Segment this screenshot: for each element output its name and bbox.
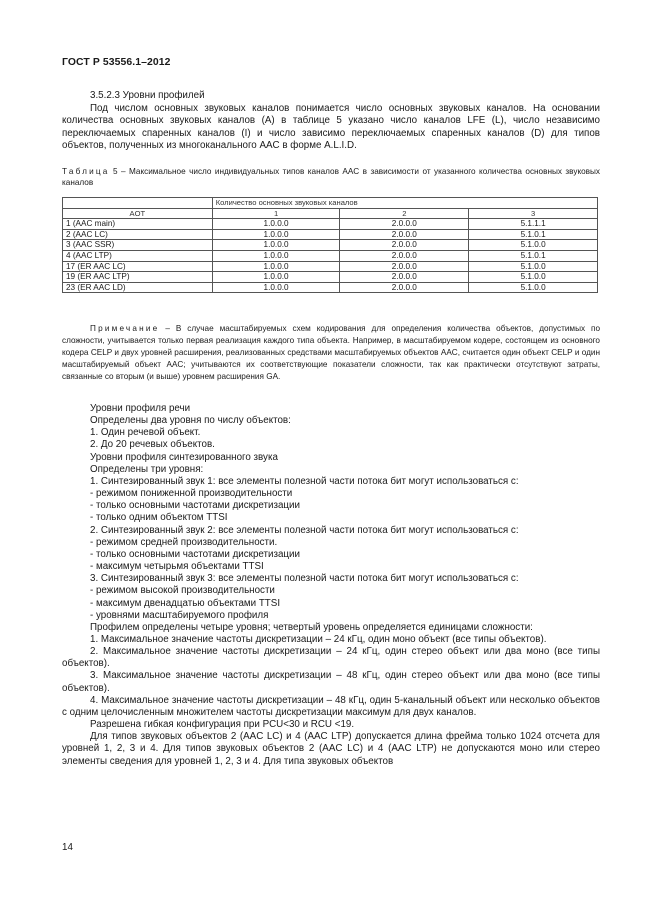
table-cell: 5.1.1.1 [469,219,598,230]
table-cell: 2.0.0.0 [340,219,469,230]
table-cell: 1.0.0.0 [212,240,340,251]
table-caption [62,166,600,188]
table-cell-aot: 3 (AAC SSR) [63,240,213,251]
table-row [63,240,598,251]
text-line: Уровни профиля синтезированного звука [90,451,278,463]
text-line: 1. Один речевой объект. [90,427,201,439]
table-cell: 1.0.0.0 [212,250,340,261]
body-paragraph: 2. Максимальное значение частоты дискретизации – 24 кГц, один стерео объект или два моно (все типы объектов). [62,646,600,670]
body-paragraph: 1. Максимальное значение частоты дискретизации – 24 кГц, один моно объект (все типы объектов). [90,633,547,645]
table-empty-corner [63,198,213,209]
note-paragraph [62,323,600,383]
text-line: 2. Синтезированный звук 2: все элементы полезной части потока бит могут использоваться с: [90,524,519,536]
table-cell: 1.0.0.0 [212,229,340,240]
table-cell: 2.0.0.0 [340,282,469,293]
table-cell: 5.1.0.0 [469,240,598,251]
table-header-row [63,208,598,219]
table-cell: 1.0.0.0 [212,261,340,272]
table-cell-aot: 4 (AAC LTP) [63,250,213,261]
text-line: - уровнями масштабируемого профиля [90,609,269,621]
text-line: 2. До 20 речевых объектов. [90,439,215,451]
table-col-header: 2 [340,208,469,219]
table-cell-aot: 19 (ER AAC LTP) [63,272,213,283]
text-line: - режимом средней производительности. [90,536,278,548]
table-group-header-row [63,198,598,209]
table-5 [62,197,598,293]
table-aot-header: AOT [63,208,213,219]
table-row [63,272,598,283]
text-line: - только основными частотами дискретизации [90,548,300,560]
table-cell: 2.0.0.0 [340,240,469,251]
table-cell: 5.1.0.1 [469,229,598,240]
text-line: - только одним объектом TTSI [90,512,228,524]
table-caption-text: 5 – Максимальное число индивидуальных типов каналов AAC в зависимости от указанного количества основных звуковых каналов [62,167,600,187]
table-group-header: Количество основных звуковых каналов [212,198,597,209]
table-row [63,250,598,261]
page-number: 14 [62,842,73,853]
table-cell: 5.1.0.0 [469,282,598,293]
text-line: Уровни профиля речи [90,403,191,414]
table-caption-label: Таблица [62,167,110,176]
table-cell: 5.1.0.0 [469,272,598,283]
table-row [63,219,598,230]
text-line: - максимум четырьмя объектами TTSI [90,561,264,573]
text-line: Определены два уровня по числу объектов: [90,415,291,427]
text-line: - режимом высокой производительности [90,585,275,597]
table-cell-aot: 17 (ER AAC LC) [63,261,213,272]
table-cell-aot: 23 (ER AAC LD) [63,282,213,293]
table-cell: 1.0.0.0 [212,282,340,293]
table-row [63,229,598,240]
table-cell: 1.0.0.0 [212,272,340,283]
table-note [62,323,600,383]
note-label: Примечание [90,324,160,333]
standard-header: ГОСТ Р 53556.1–2012 [62,57,171,68]
intro-section [62,90,600,153]
table-cell-aot: 1 (AAC main) [63,219,213,230]
text-line: - максимум двенадцатью объектами TTSI [90,597,281,609]
text-line: - только основными частотами дискретизации [90,500,300,512]
text-line: Профилем определены четыре уровня; четвертый уровень определяется единицами сложности: [90,621,533,633]
profile-levels-section [62,403,600,768]
table-cell: 5.1.0.0 [469,261,598,272]
body-paragraph: Разрешена гибкая конфигурация при PCU<30 и RCU <19. [90,719,355,731]
body-paragraph: 3. Максимальное значение частоты дискретизации – 48 кГц, один стерео объект или два моно (все типы объектов). [62,670,600,694]
table-row [63,282,598,293]
table-cell: 2.0.0.0 [340,250,469,261]
table-cell-aot: 2 (AAC LC) [63,229,213,240]
table-cell: 5.1.0.1 [469,250,598,261]
section-title: 3.5.2.3 Уровни профилей [90,90,205,101]
table-row [63,261,598,272]
text-line: 3. Синтезированный звук 3: все элементы полезной части потока бит могут использоваться с: [90,573,519,585]
table-col-header: 1 [212,208,340,219]
table-cell: 1.0.0.0 [212,219,340,230]
table-col-header: 3 [469,208,598,219]
text-line: 1. Синтезированный звук 1: все элементы полезной части потока бит могут использоваться с: [90,475,519,487]
text-line: - режимом пониженной производительности [90,488,293,500]
body-paragraph: Для типов звуковых объектов 2 (AAC LC) и 4 (AAC LTP) допускается длина фрейма только 1024 отсчета для уровней 1, 2, 3 и 4. Для типов звуковых объектов 2 (AAC LC) и 4 (AAC LTP) не допускаются моно или стерео элементы сведения для уровней 1, 2, 3 и 4. Для типа звуковых объектов [62,731,600,767]
body-paragraph: 4. Максимальное значение частоты дискретизации – 48 кГц, один 5-канальный объект или несколько объектов с одним целочисленным множителем частоты дискретизации максимум для двух каналов. [62,694,600,718]
table-cell: 2.0.0.0 [340,229,469,240]
intro-paragraph: Под числом основных звуковых каналов понимается число основных звуковых каналов. На основании количества основных звуковых каналов (А) в таблице 5 указано число каналов LFE (L), число независимо переключаемых спаренных каналов (I) и число зависимо переключаемых спаренных каналов (D) для типов объектов, полученных из многоканального AAC в форме A.L.I.D. [62,102,600,152]
table-cell: 2.0.0.0 [340,272,469,283]
table-cell: 2.0.0.0 [340,261,469,272]
note-text: – В случае масштабируемых схем кодирования для определения количества объектов, допустимых по сложности, учитывается только первая реализация каждого типа объекта. Например, в масштабируемом кодере, состоящем из основного кодера CELP и двух уровней расширения, реализованных средствами масштабируемых объектов AAC, считается один объект CELP и один масштабируемый объект AAC; учитываются их соответствующие показатели сложности, так как практически отсутствуют затраты, связанные со вторым (и выше) уровнем расширения GA. [62,324,600,381]
text-line: Определены три уровня: [90,463,204,475]
